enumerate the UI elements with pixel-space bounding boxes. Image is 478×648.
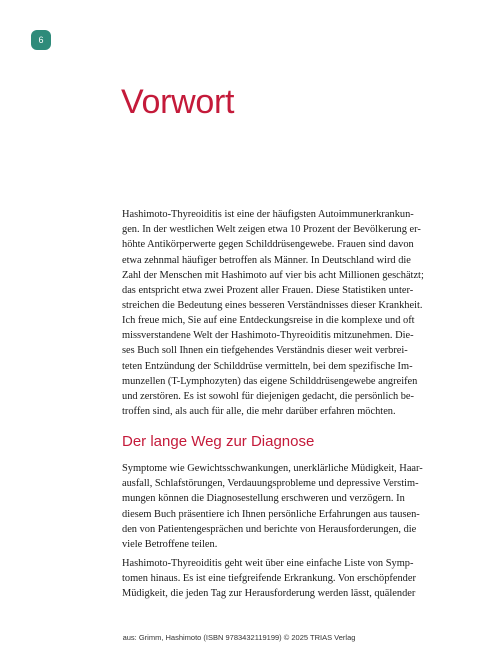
- text-line: etwa zehnmal häufiger betroffen als Männer. In Deutschland wird die: [122, 254, 411, 266]
- text-line: gen. In der westlichen Welt zeigen etwa 10 Prozent der Bevölkerung er-: [122, 224, 421, 236]
- text-line: teten Entzündung der Schilddrüse vermitteln, bei dem spezifische Im-: [122, 360, 413, 372]
- text-line: Hashimoto-Thyreoiditis ist eine der häufigsten Autoimmunerkrankun-: [122, 209, 414, 220]
- paragraph-purpose: [122, 313, 440, 419]
- page-title: Vorwort: [121, 83, 235, 121]
- text-line: und zerstören. Es ist sowohl für diejenigen gedacht, die persönlich be-: [122, 391, 415, 403]
- paragraph-beyond-symptoms: [122, 556, 440, 602]
- text-line: höhte Antikörperwerte gegen Schilddrüsengewebe. Frauen sind davon: [122, 239, 414, 251]
- text-line: den von Patientengesprächen und berichte von Herausforderungen, die: [122, 523, 417, 535]
- text-line: munzellen (T-Lymphozyten) das eigene Schilddrüsengewebe angreifen: [122, 375, 418, 387]
- text-line: mungen können die Diagnosestellung erschweren und verzögern. In: [122, 493, 405, 505]
- text-line: Müdigkeit, die jeden Tag zur Herausforderung werden lässt, quälender: [122, 588, 416, 600]
- page-number-badge: 6: [31, 30, 51, 50]
- text-line: missverstandene Welt der Hashimoto-Thyreoiditis mitzunehmen. Die-: [122, 330, 414, 342]
- text-line: troffen sind, als auch für alle, die mehr darüber erfahren möchten.: [122, 406, 396, 418]
- text-line: Symptome wie Gewichtsschwankungen, unerklärliche Müdigkeit, Haar-: [122, 463, 423, 474]
- copyright-footer: aus: Grimm, Hashimoto (ISBN 9783432119199) © 2025 TRIAS Verlag: [122, 633, 356, 642]
- text-line: das entspricht etwa zwei Prozent aller Frauen. Diese Statistiken unter-: [122, 285, 414, 297]
- text-line: ausfall, Schlafstörungen, Verdauungsprobleme und depressive Verstim-: [122, 478, 419, 490]
- text-line: viele Betroffene teilen.: [122, 539, 218, 551]
- text-line: Zahl der Menschen mit Hashimoto auf vier bis acht Millionen geschätzt;: [122, 269, 424, 281]
- text-line: Ich freue mich, Sie auf eine Entdeckungsreise in die komplexe und oft: [122, 315, 415, 326]
- paragraph-intro: [122, 207, 440, 313]
- text-line: Hashimoto-Thyreoiditis geht weit über eine einfache Liste von Symp-: [122, 558, 414, 569]
- text-line: diesem Buch präsentiere ich Ihnen persönliche Erfahrungen aus tausen-: [122, 508, 420, 520]
- text-line: tomen hinaus. Es ist eine tiefgreifende Erkrankung. Von erschöpfender: [122, 573, 416, 585]
- text-line: streichen die Bedeutung eines besseren Verständnisses dieser Krankheit.: [122, 300, 423, 312]
- section-heading: Der lange Weg zur Diagnose: [122, 433, 315, 450]
- text-line: ses Buch soll Ihnen ein tiefgehendes Verständnis dieser weit verbrei-: [122, 345, 408, 357]
- paragraph-symptoms: [122, 461, 440, 552]
